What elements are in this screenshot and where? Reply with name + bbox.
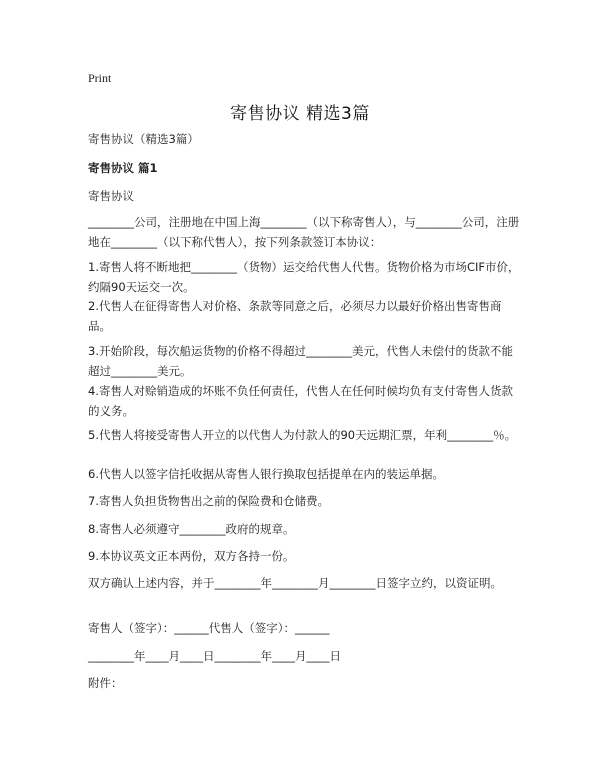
confirm-paragraph: 双方确认上述内容，并于________年________月________日签字立约，以资证明。 [88,576,502,590]
agreement-heading: 寄售协议 [88,189,134,203]
clause-7: 7.寄售人负担货物售出之前的保险费和仓储费。 [88,494,329,508]
intro-paragraph: ________公司，注册地在中国上海________（以下称寄售人），与________公司，注册地在________（以下称代售人），按下列条款签订本协议： [88,215,520,249]
clause-2: 2.代售人在征得寄售人对价格、条款等同意之后，必须尽力以最好价格出售寄售商品。 [88,299,502,333]
signature-line: 寄售人（签字）：______代售人（签字）：______ [88,621,330,635]
page-title: 寄售协议 精选3篇 [230,104,370,124]
clause-5: 5.代售人将接受寄售人开立的以代售人为付款人的90天远期汇票，年利________％。 [88,428,517,442]
attachment-label: 附件： [88,676,123,690]
clause-9: 9.本协议英文正本两份，双方各持一份。 [88,549,295,563]
print-link[interactable]: Print [88,71,112,85]
clause-6: 6.代售人以签字信托收据从寄售人银行换取包括提单在内的装运单据。 [88,467,444,481]
clause-1: 1.寄售人将不断地把________（货物）运交给代售人代售。货物价格为市场CIF市价，约隔90天运交一次。 [88,260,520,294]
date-line: ________年____月____日________年____月____日 [88,649,341,663]
section-heading: 寄售协议 篇1 [88,161,158,175]
clause-8: 8.寄售人必须遵守________政府的规章。 [88,522,295,536]
document-subtitle: 寄售协议（精选3篇） [88,132,199,146]
clause-3: 3.开始阶段，每次船运货物的价格不得超过________美元，代售人未偿付的货款不能超过________美元。 [88,344,513,378]
clause-4: 4.寄售人对赊销造成的坏账不负任何责任，代售人在任何时候均负有支付寄售人货款的义务。 [88,384,513,418]
